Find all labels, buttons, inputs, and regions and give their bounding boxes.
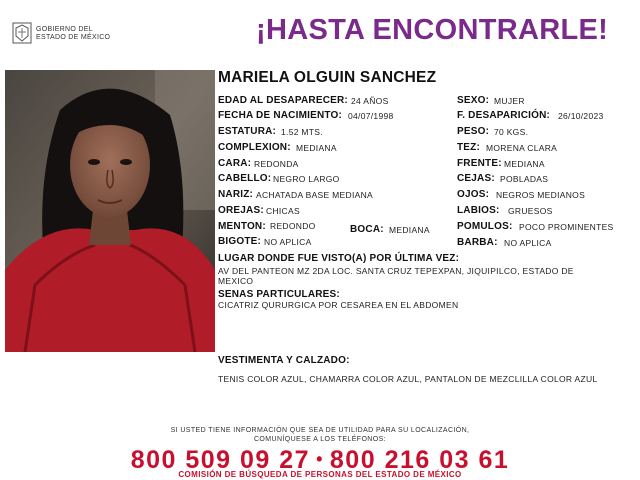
- sexo-value: MUJER: [494, 96, 525, 106]
- senas-label: SENAS PARTICULARES:: [218, 289, 340, 300]
- cara-value: REDONDA: [254, 159, 299, 169]
- edad-label: EDAD AL DESAPARECER:: [218, 95, 348, 106]
- senas-value: CICATRIZ QURURGICA POR CESAREA EN EL ABDOMEN: [218, 300, 459, 310]
- cara-label: CARA:: [218, 158, 252, 169]
- info-line-2: COMUNÍQUESE A LOS TELÉFONOS:: [253, 436, 387, 443]
- cejas-value: POBLADAS: [500, 174, 549, 184]
- complexion-label: COMPLEXION:: [218, 142, 291, 153]
- nariz-label: NARIZ:: [218, 189, 254, 200]
- labios-label: LABIOS:: [457, 205, 500, 216]
- labios-value: GRUESOS: [508, 206, 553, 216]
- peso-label: PESO:: [457, 126, 490, 137]
- menton-label: MENTON:: [218, 221, 266, 232]
- government-logo-text: [36, 26, 110, 42]
- phone-separator: •: [316, 449, 324, 469]
- gov-line-1: GOBIERNO DEL: [36, 26, 93, 33]
- menton-value: REDONDO: [270, 221, 316, 231]
- peso-value: 70 KGS.: [494, 127, 529, 137]
- person-name: MARIELA OLGUIN SANCHEZ: [218, 69, 437, 86]
- headline: ¡HASTA ENCONTRARLE!: [256, 14, 609, 46]
- frente-label: FRENTE:: [457, 158, 502, 169]
- nariz-value: ACHATADA BASE MEDIANA: [256, 190, 373, 200]
- nacimiento-value: 04/07/1998: [348, 111, 394, 121]
- edad-value: 24 AÑOS: [351, 96, 389, 106]
- complexion-value: MEDIANA: [296, 143, 337, 153]
- nacimiento-label: FECHA DE NACIMIENTO:: [218, 110, 342, 121]
- lugar-label: LUGAR DONDE FUE VISTO(A) POR ÚLTIMA VEZ:: [218, 253, 460, 264]
- cejas-label: CEJAS:: [457, 173, 495, 184]
- fdesap-label: F. DESAPARICIÓN:: [457, 110, 551, 121]
- frente-value: MEDIANA: [504, 159, 545, 169]
- vestimenta-label: VESTIMENTA Y CALZADO:: [218, 355, 350, 366]
- pomulos-value: POCO PROMINENTES: [519, 222, 614, 232]
- tez-label: TEZ:: [457, 142, 481, 153]
- bigote-label: BIGOTE:: [218, 236, 262, 247]
- ojos-label: OJOS:: [457, 189, 490, 200]
- barba-value: NO APLICA: [504, 238, 552, 248]
- lugar-value: AV DEL PANTEON MZ 2DA LOC. SANTA CRUZ TEPEXPAN, JIQUIPILCO, ESTADO DE MEXICO: [218, 266, 574, 286]
- fdesap-value: 26/10/2023: [558, 111, 604, 121]
- sexo-label: SEXO:: [457, 95, 490, 106]
- boca-label: BOCA:: [350, 224, 384, 235]
- ojos-value: NEGROS MEDIANOS: [496, 190, 586, 200]
- orejas-value: CHICAS: [266, 206, 300, 216]
- phone-2[interactable]: 800 216 03 61: [329, 446, 510, 474]
- state-seal-icon: [12, 22, 32, 44]
- info-line-1: SI USTED TIENE INFORMACIÓN QUE SEA DE UTILIDAD PARA SU LOCALIZACIÓN,: [170, 427, 470, 434]
- orejas-label: OREJAS:: [218, 205, 264, 216]
- boca-value: MEDIANA: [389, 225, 430, 235]
- pomulos-label: POMULOS:: [457, 221, 513, 232]
- barba-label: BARBA:: [457, 237, 498, 248]
- bigote-value: NO APLICA: [264, 237, 312, 247]
- estatura-value: 1.52 MTS.: [281, 127, 323, 137]
- tez-value: MORENA CLARA: [486, 143, 558, 153]
- commission-name: COMISIÓN DE BÚSQUEDA DE PERSONAS DEL ESTADO DE MÉXICO: [178, 470, 462, 479]
- phone-1[interactable]: 800 509 09 27: [130, 446, 311, 474]
- missing-person-photo: [5, 70, 215, 352]
- vestimenta-value: TENIS COLOR AZUL, CHAMARRA COLOR AZUL, PANTALON DE MEZCLILLA COLOR AZUL: [218, 374, 598, 384]
- estatura-label: ESTATURA:: [218, 126, 277, 137]
- cabello-label: CABELLO:: [218, 173, 272, 184]
- cabello-value: NEGRO LARGO: [273, 174, 340, 184]
- gov-line-2: ESTADO DE MÉXICO: [36, 34, 111, 41]
